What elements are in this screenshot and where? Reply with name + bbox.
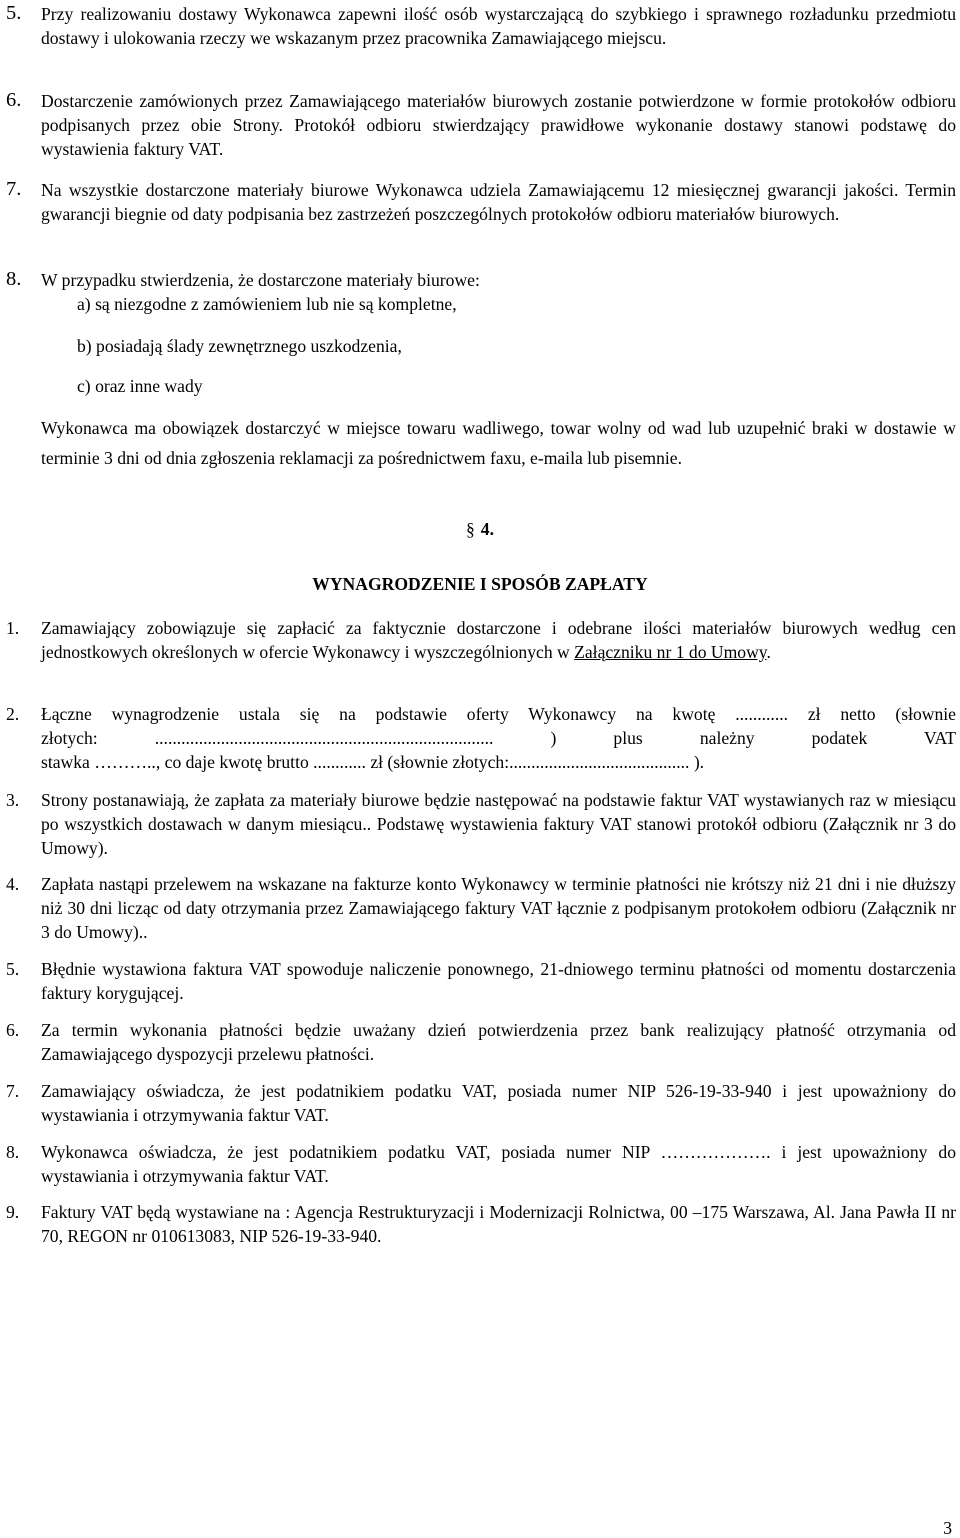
clause-line-3: stawka ……….., co daje kwotę brutto ............ zł (słownie złotych:......................................... ). xyxy=(41,752,705,772)
clause-text: Faktury VAT będą wystawiane na : Agencja Restrukturyzacji i Modernizacji Rolnictwa, 00 –175 Warszawa, Al. Jana Pawła II nr 70, REGON nr 010613083, NIP 526-19-33-940. xyxy=(41,1202,956,1246)
clause-3-5 xyxy=(6,2,956,50)
clause-3-7 xyxy=(6,178,956,226)
clause-3-8-intro xyxy=(6,268,956,292)
clause-text: Na wszystkie dostarczone materiały biurowe Wykonawca udziela Zamawiającemu 12 miesięcznej gwarancji jakości. Termin gwarancji biegnie od daty podpisania bez zastrzeżeń poszczególnych protokołów odbioru materiałów biurowych. xyxy=(41,180,956,224)
clause-4-7 xyxy=(6,1079,956,1127)
clause-line-2: złotych: ............................................................................. ) plus należny podatek VAT xyxy=(41,728,956,748)
section-title: WYNAGRODZENIE I SPOSÓB ZAPŁATY xyxy=(312,574,648,594)
clause-text: Przy realizowaniu dostawy Wykonawca zapewni ilość osób wystarczającą do szybkiego i sprawnego rozładunku przedmiotu dostawy i ulokowania rzeczy we wskazanym przez pracownika Zamawiającego miejscu. xyxy=(41,4,956,48)
clause-3-8-sub-a: a) są niezgodne z zamówieniem lub nie są kompletne, xyxy=(77,294,457,314)
clause-text-before: Zamawiający zobowiązuje się zapłacić za faktycznie dostarczone i odebrane ilości materiałów biurowych według cen jednostkowych określonych w ofercie Wykonawcy i wyszczególnionych w xyxy=(41,618,956,662)
clause-4-4 xyxy=(6,872,956,944)
clause-number: 7. xyxy=(6,1081,20,1101)
clause-number: 6. xyxy=(6,89,22,111)
clause-number: 3. xyxy=(6,790,20,810)
clause-text: Zamawiający oświadcza, że jest podatnikiem podatku VAT, posiada numer NIP 526-19-33-940 i jest upoważniony do wystawiania i otrzymywania faktur VAT. xyxy=(41,1081,956,1125)
clause-number: 8. xyxy=(6,1142,20,1162)
section-number xyxy=(466,517,494,541)
clause-3-8-sub-b: b) posiadają ślady zewnętrznego uszkodzenia, xyxy=(77,336,402,356)
clause-4-3 xyxy=(6,788,956,860)
clause-number: 6. xyxy=(6,1020,20,1040)
clause-number: 2. xyxy=(6,704,20,724)
clause-number: 1. xyxy=(6,618,20,638)
clause-text-after: . xyxy=(766,642,771,662)
clause-4-9 xyxy=(6,1200,956,1248)
clause-text: Za termin wykonania płatności będzie uważany dzień potwierdzenia przez bank realizujący płatność otrzymania od Zamawiającego dyspozycji przelewu płatności. xyxy=(41,1020,956,1064)
clause-text: W przypadku stwierdzenia, że dostarczone materiały biurowe: xyxy=(41,270,480,290)
clause-number: 5. xyxy=(6,2,22,24)
clause-4-2 xyxy=(6,702,956,774)
clause-number: 9. xyxy=(6,1202,20,1222)
annex-1-reference: Załączniku nr 1 do Umowy xyxy=(574,642,767,662)
section-number-text: 4. xyxy=(480,519,494,539)
clause-number: 4. xyxy=(6,874,20,894)
clause-text: Zapłata nastąpi przelewem na wskazane na fakturze konto Wykonawcy w terminie płatności nie krótszy niż 21 dni i nie dłuższy niż 30 dni licząc od daty otrzymania przez Zamawiającego faktury VAT łącznie z podpisanym protokołem odbioru (Załącznik nr 3 do Umowy).. xyxy=(41,874,956,942)
clause-number: 8. xyxy=(6,268,22,290)
clause-text: Strony postanawiają, że zapłata za materiały biurowe będzie następować na podstawie faktur VAT wystawianych raz w miesiącu po wszystkich dostawach w danym miesiącu.. Podstawę wystawienia faktury VAT stanowi protokół odbioru (Załącznik nr 3 do Umowy). xyxy=(41,790,956,858)
clause-number: 5. xyxy=(6,959,20,979)
clause-text: Dostarczenie zamówionych przez Zamawiającego materiałów biurowych zostanie potwierdzone w formie protokołów odbioru podpisanych przez obie Strony. Protokół odbioru stwierdzający prawidłowe wykonanie dostawy stanowi podstawę do wystawienia faktury VAT. xyxy=(41,91,956,159)
clause-4-1 xyxy=(6,616,956,664)
clause-line-1: Łączne wynagrodzenie ustala się na podstawie oferty Wykonawcy na kwotę ............ zł netto (słownie xyxy=(41,704,956,724)
clause-text: Wykonawca oświadcza, że jest podatnikiem podatku VAT, posiada numer NIP ………………. i jest upoważniony do wystawiania i otrzymywania faktur VAT. xyxy=(41,1142,956,1186)
clause-4-5 xyxy=(6,957,956,1005)
clause-3-8-sub-c: c) oraz inne wady xyxy=(77,376,203,396)
clause-3-8-closing: Wykonawca ma obowiązek dostarczyć w miejsce towaru wadliwego, towar wolny od wad lub uzupełnić braki w dostawie w terminie 3 dni od dnia zgłoszenia reklamacji za pośrednictwem faxu, e-maila lub pisemnie. xyxy=(41,418,956,468)
clause-4-6 xyxy=(6,1018,956,1066)
clause-number: 7. xyxy=(6,178,22,200)
paragraph-sign: § xyxy=(466,519,475,539)
page-number: 3 xyxy=(943,1518,952,1538)
clause-3-6 xyxy=(6,89,956,161)
clause-text: Błędnie wystawiona faktura VAT spowoduje naliczenie ponownego, 21-dniowego terminu płatności od momentu dostarczenia faktury korygującej. xyxy=(41,959,956,1003)
clause-4-8 xyxy=(6,1140,956,1188)
